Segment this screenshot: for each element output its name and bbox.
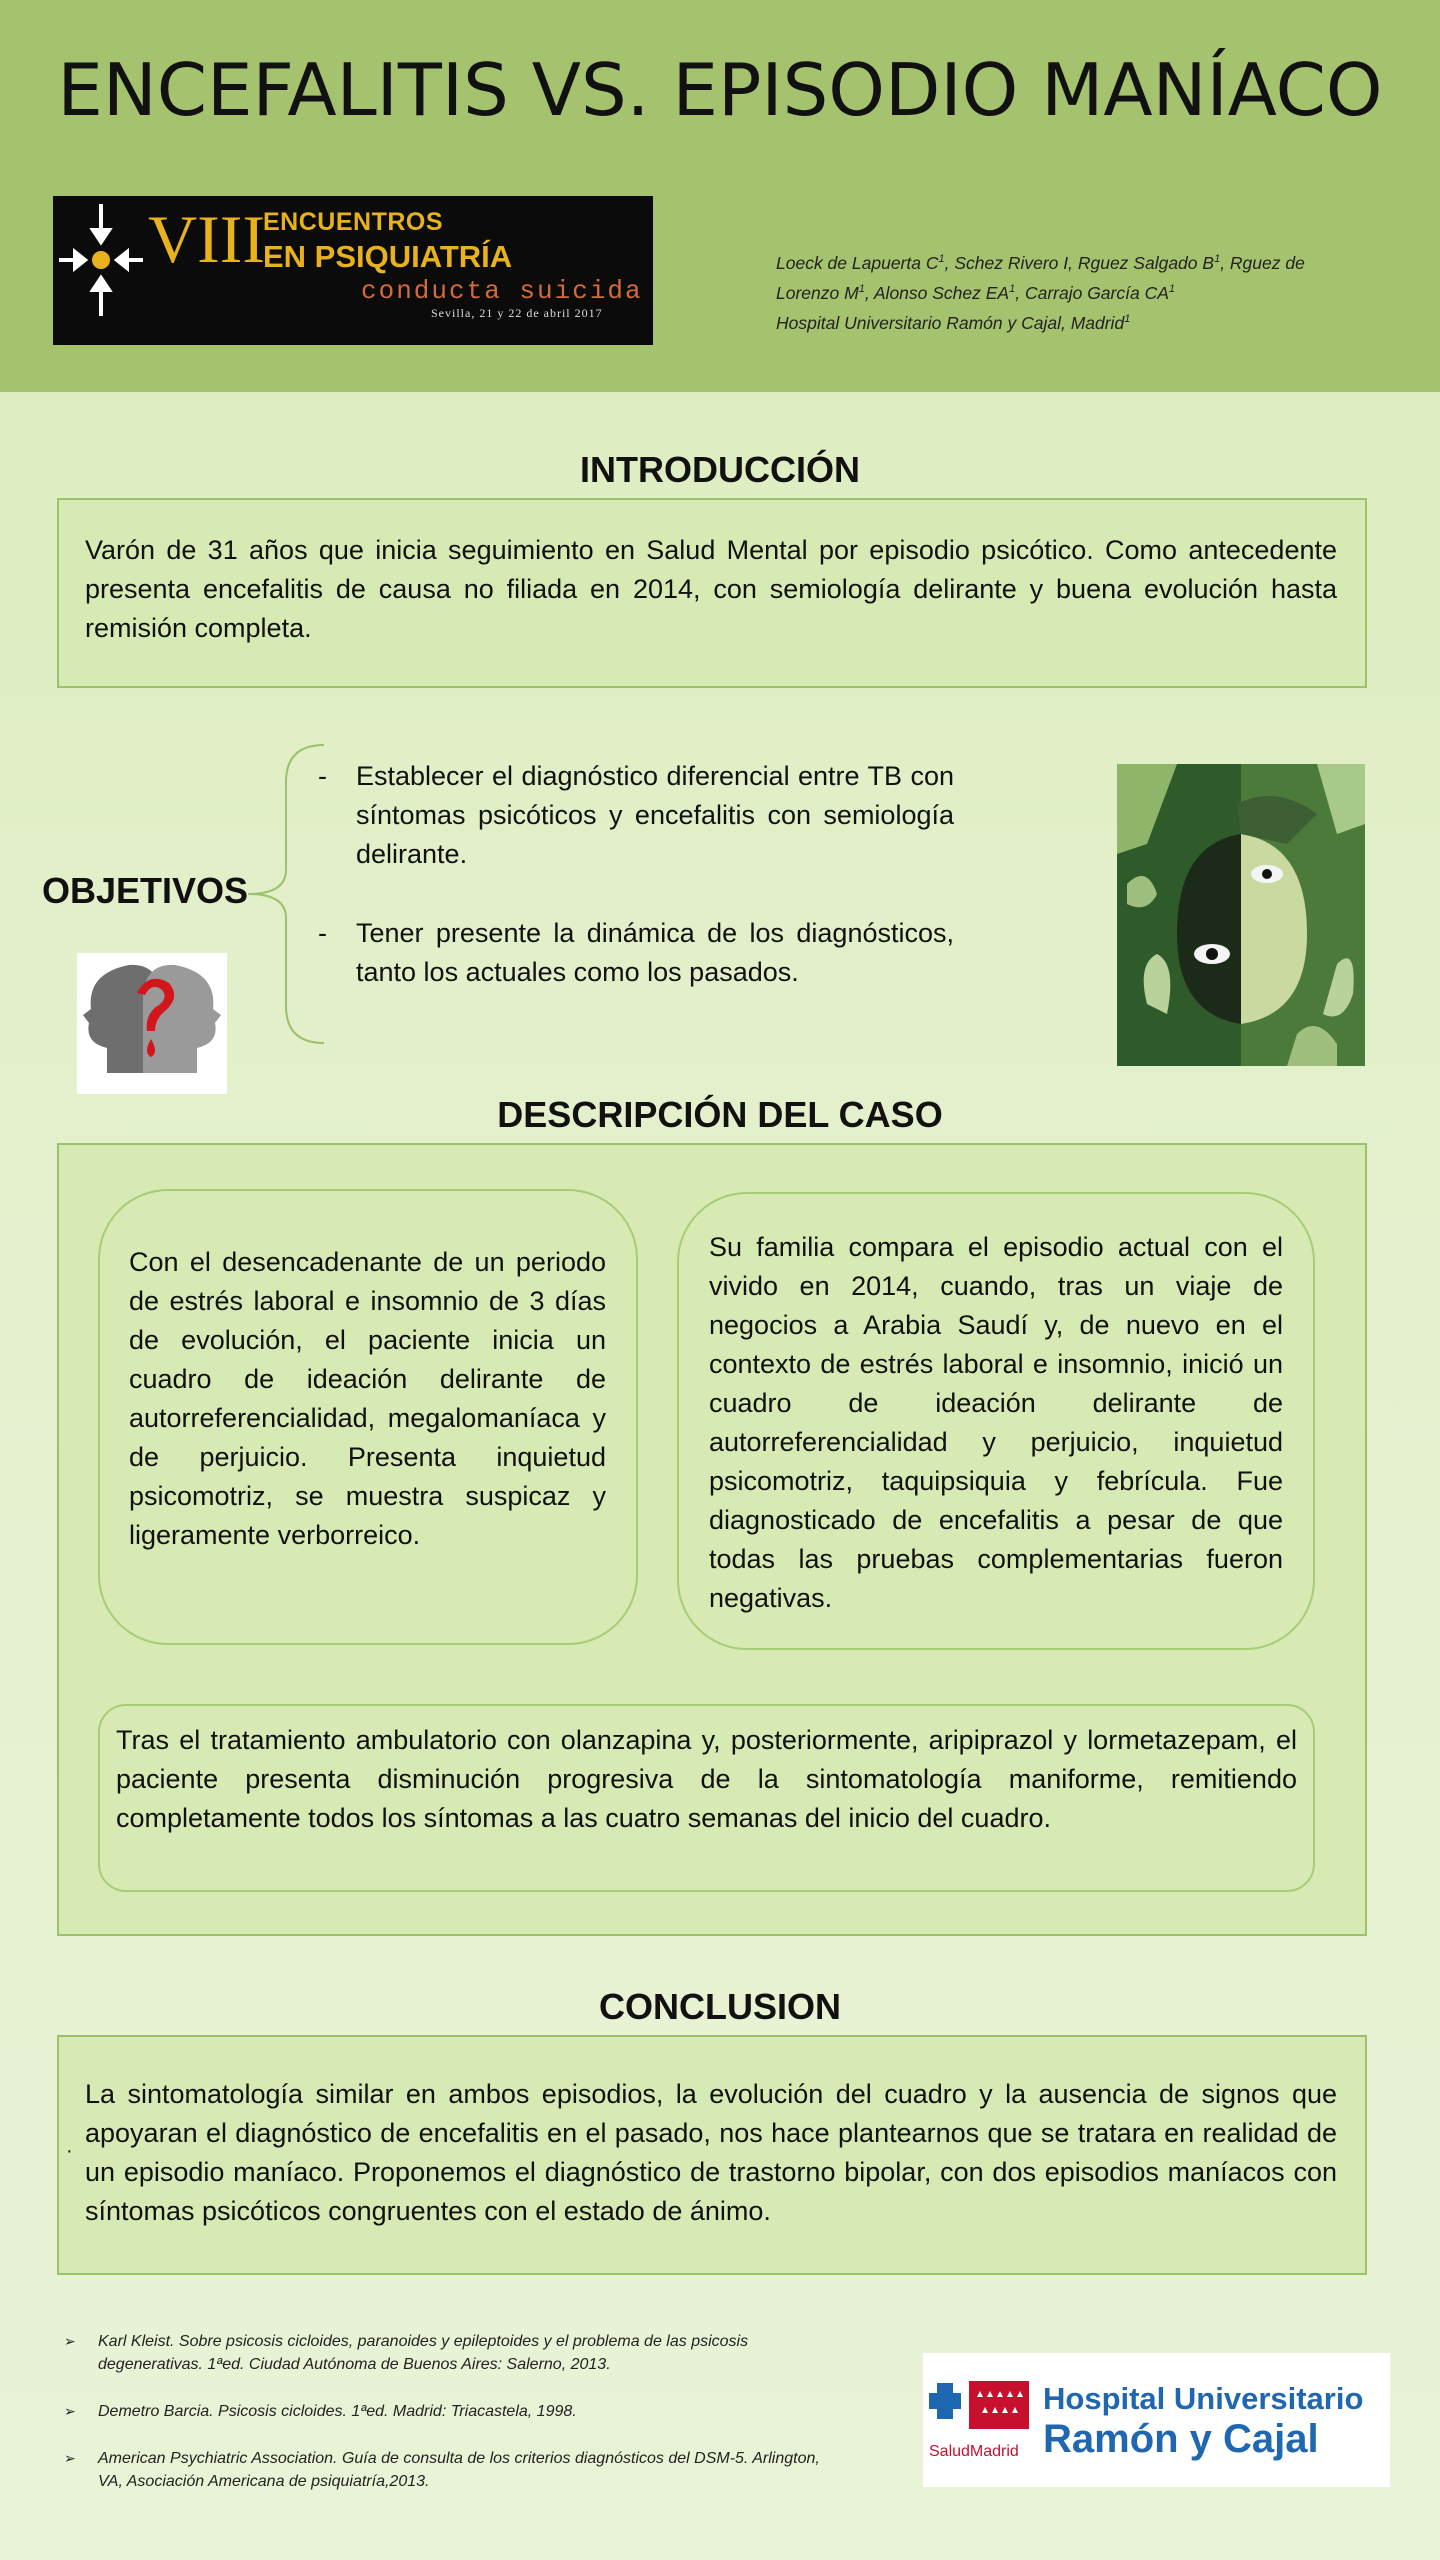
objectives-list xyxy=(318,757,954,1032)
authors-block xyxy=(776,246,1346,335)
arrows-burst-icon xyxy=(53,196,153,345)
event-logo xyxy=(53,196,653,345)
objective-item: - Establecer el diagnóstico diferencial entre TB con síntomas psicóticos y encefalitis con semiología delirante. xyxy=(318,761,954,869)
authors-line-1: Loeck de Lapuerta $C^1$, Schez Rivero I, Rguez Salgado $B^1$, Rguez de xyxy=(776,252,1305,273)
authors-line-2: Lorenzo $M^1$, Alonso Schez $EA^1$, Carrajo García $CA^1$ xyxy=(776,282,1176,303)
intro-title: INTRODUCCIÓN xyxy=(580,449,860,490)
case-text-3: Tras el tratamiento ambulatorio con olanzapina y, posteriormente, aripiprazol y lormetazepam, el paciente presenta disminución progresiva de la sintomatología maniforme, remitiendo completamente todos los síntomas a las cuatro semanas del inicio del cuadro. xyxy=(116,1725,1297,1833)
hospital-logo-line2: Ramón y Cajal xyxy=(1043,2417,1319,2461)
event-logo-date: Sevilla, 21 y 22 de abril 2017 xyxy=(431,306,603,320)
curly-bracket xyxy=(240,742,330,1047)
salud-madrid-label: SaludMadrid xyxy=(929,2443,1019,2460)
intro-text: Varón de 31 años que inicia seguimiento en Salud Mental por episodio psicótico. Como antecedente presenta encefalitis de causa no filiada en 2014, con semiología delirante y buena evolución hasta remisión completa. xyxy=(85,535,1337,643)
hospital-logo xyxy=(923,2353,1390,2487)
event-logo-line1: ENCUENTROS xyxy=(263,208,444,236)
event-logo-roman: VIII xyxy=(148,201,266,277)
case-text-2: Su familia compara el episodio actual con el vivido en 2014, cuando, tras un viaje de negocios a Arabia Saudí y, de nuevo en el contexto de estrés laboral e insomnio, inició un cuadro de ideación delirante de autorreferencialidad y perjuicio, inquietud psicomotriz, taquipsiquia y febrícula. Fue diagnosticado de encefalitis a pesar de que todas las pruebas complementarias fueron negativas. xyxy=(709,1232,1283,1613)
two-faces-artwork xyxy=(1117,764,1365,1066)
salud-madrid-icon xyxy=(929,2375,1039,2445)
poster-title: ENCEFALITIS VS. EPISODIO MANÍACO xyxy=(57,48,1383,132)
event-logo-line2: EN PSIQUIATRÍA xyxy=(263,239,513,274)
objectives-title: OBJETIVOS xyxy=(42,870,249,911)
affiliation-line: Hospital Universitario Ramón y Cajal, Madrid$^1$ xyxy=(776,312,1131,333)
conclusion-title: CONCLUSION xyxy=(599,1986,841,2027)
event-logo-line3: conducta suicida xyxy=(361,276,643,306)
case-title: DESCRIPCIÓN DEL CASO xyxy=(497,1094,943,1135)
objective-item: - Tener presente la dinámica de los diagnósticos, tanto los actuales como los pasados. xyxy=(318,918,954,987)
conclusion-dot: · xyxy=(66,2140,73,2162)
reference-item: ➢ Karl Kleist. Sobre psicosis cicloides, paranoides y epileptoides y el problema de las psicosis degenerativas. 1ªed. Ciudad Autónoma de Buenos Aires: Salerno, 2013. xyxy=(64,2333,749,2373)
head-question-icon xyxy=(77,953,227,1094)
case-text-1: Con el desencadenante de un periodo de estrés laboral e insomnio de 3 días de evolución, el paciente inicia un cuadro de ideación delirante de autorreferencialidad, megalomaníaca y de perjuicio. Presenta inquietud psicomotriz, se muestra suspicaz y ligeramente verborreico. xyxy=(129,1247,606,1550)
hospital-logo-line1: Hospital Universitario xyxy=(1043,2381,1364,2416)
references-list xyxy=(64,2330,824,2517)
conclusion-text: La sintomatología similar en ambos episodios, la evolución del cuadro y la ausencia de signos que apoyaran el diagnóstico de encefalitis en el pasado, nos hace plantearnos que se tratara en realidad de un episodio maníaco. Proponemos el diagnóstico de trastorno bipolar, con dos episodios maníacos con síntomas psicóticos congruentes con el estado de ánimo. xyxy=(85,2079,1337,2226)
reference-item: ➢ American Psychiatric Association. Guía de consulta de los criterios diagnósticos del DSM-5. Arlington, VA, Asociación Americana de psiquiatría,2013. xyxy=(64,2450,820,2490)
reference-item: ➢ Demetro Barcia. Psicosis cicloides. 1ªed. Madrid: Triacastela, 1998. xyxy=(64,2403,577,2420)
